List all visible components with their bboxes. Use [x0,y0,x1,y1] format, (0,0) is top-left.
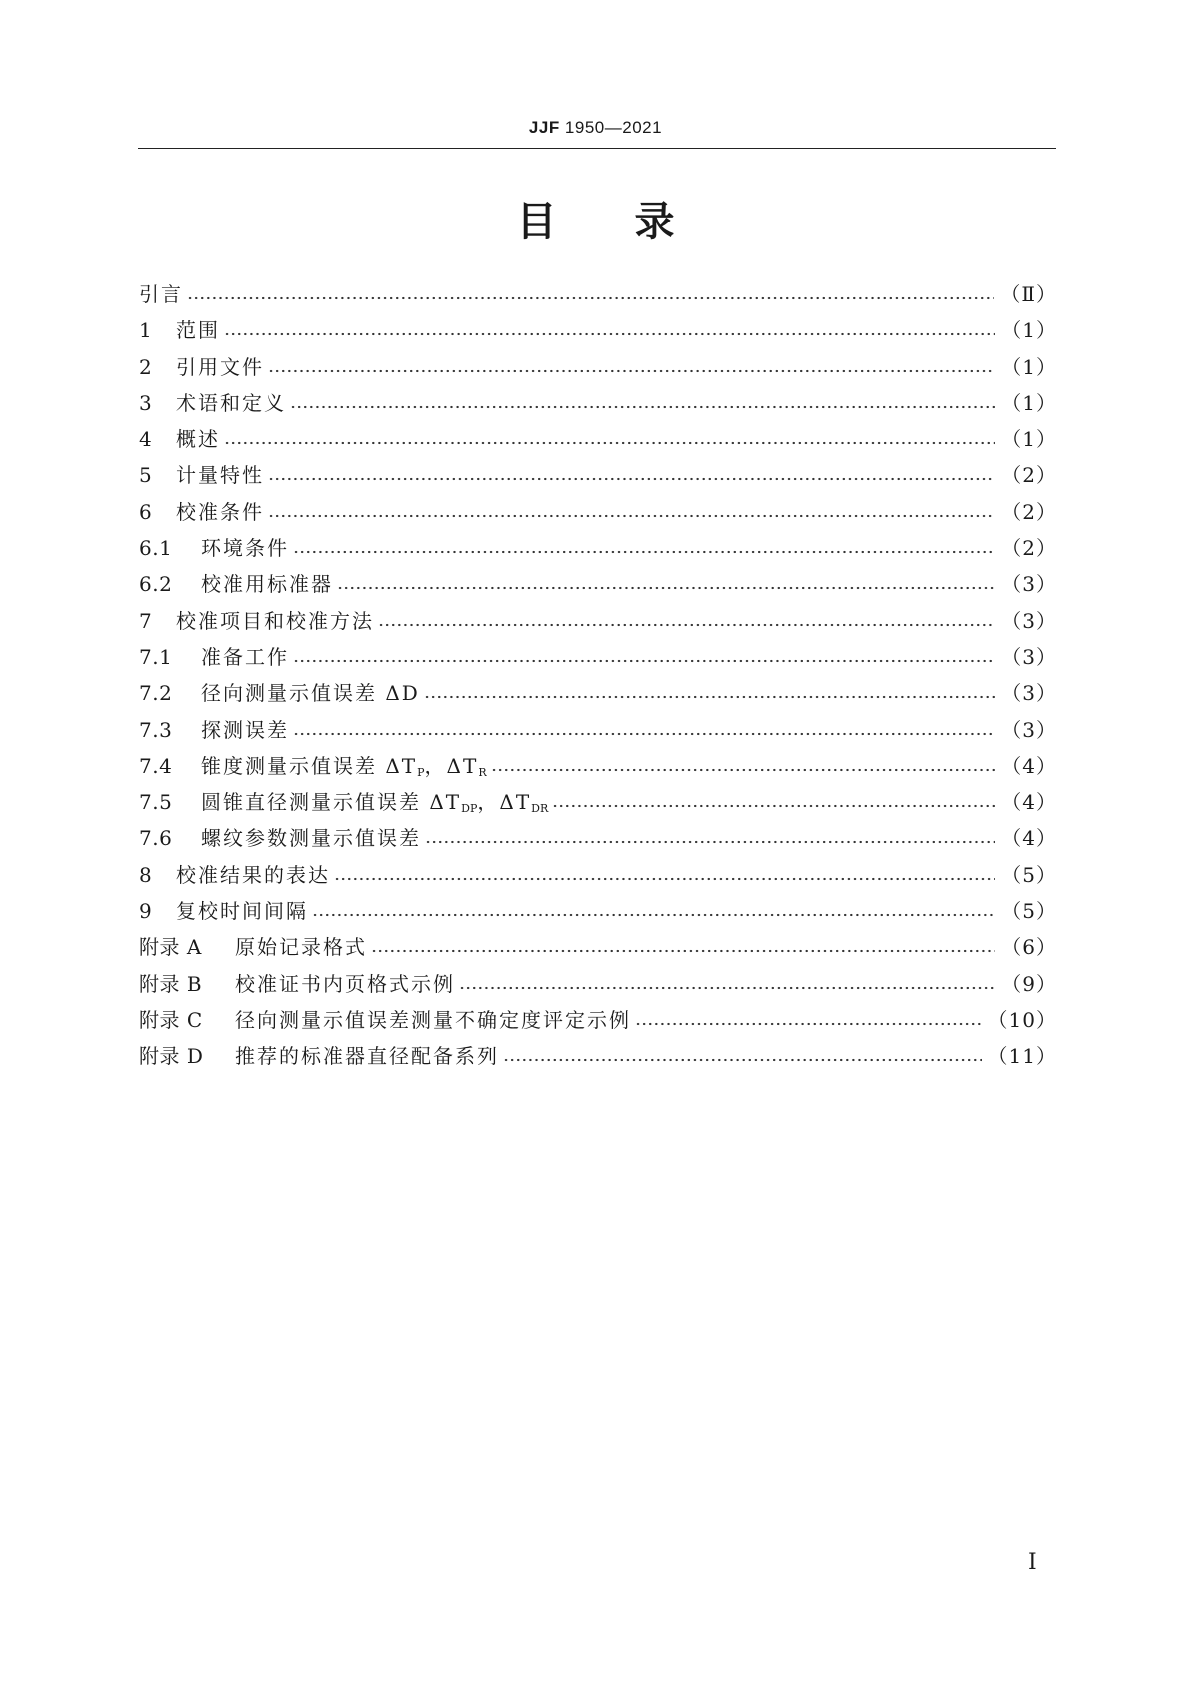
toc-leader-dots [293,719,995,739]
toc-entry-label: 校准用标准器 [201,572,333,597]
toc-entry-number: 7.2 [139,681,173,706]
toc-leader-dots [290,392,995,412]
toc-leader-dots [293,537,995,557]
toc-entry-page: （4） [1001,826,1057,851]
toc-entry[interactable] [139,276,1057,312]
toc-leader-dots [268,356,995,376]
toc-entry-label-text: ，ΔT [477,790,532,815]
toc-entry[interactable] [139,566,1057,602]
toc-leader-dots [503,1045,982,1065]
toc-entry-number: 2 [139,354,153,379]
toc-leader-dots [425,827,995,847]
toc-entry-number: 8 [139,862,153,887]
page-title [0,190,1191,247]
toc-leader-dots [459,973,995,993]
table-of-contents [139,276,1057,1075]
toc-leader-dots [378,610,995,630]
toc-entry-page: （5） [1001,862,1057,887]
toc-entry-page: （9） [1001,971,1057,996]
toc-entry-label: 推荐的标准器直径配备系列 [235,1044,499,1069]
document-code-number: 1950—2021 [559,118,663,137]
toc-entry[interactable] [139,312,1057,348]
toc-leader-dots [635,1009,982,1029]
toc-leader-dots [268,501,995,521]
toc-entry[interactable] [139,1002,1057,1038]
toc-entry-page: （2） [1001,499,1057,524]
toc-leader-dots [337,573,995,593]
toc-entry[interactable] [139,530,1057,566]
toc-entry[interactable] [139,893,1057,929]
toc-entry-label: 引言 [139,282,183,306]
toc-entry[interactable] [139,349,1057,385]
toc-entry-number: 7 [139,608,153,633]
toc-entry[interactable] [139,929,1057,965]
toc-entry-label: 准备工作 [201,644,289,669]
toc-entry-label: 径向测量示值误差测量不确定度评定示例 [235,1007,631,1032]
toc-entry-page: （11） [987,1044,1057,1069]
toc-entry[interactable] [139,1038,1057,1074]
toc-entry-page: （3） [1001,644,1057,669]
toc-entry-page: （5） [1001,899,1057,924]
toc-entry-label: 范围 [176,318,220,343]
toc-entry[interactable] [139,857,1057,893]
toc-leader-dots [312,900,995,920]
toc-entry-number: 1 [139,318,153,343]
toc-entry[interactable] [139,712,1057,748]
toc-entry-label: 探测误差 [201,717,289,742]
toc-entry[interactable] [139,675,1057,711]
toc-entry-page: （10） [987,1007,1057,1032]
toc-entry-number: 7.3 [139,717,173,742]
toc-entry-label-subscript: R [478,765,487,779]
page-number: Ⅰ [1028,1550,1037,1575]
toc-entry-label: 校准条件 [176,499,264,524]
toc-entry-number: 附录 C [139,1007,203,1032]
toc-entry-page: （3） [1001,717,1057,742]
toc-entry[interactable] [139,421,1057,457]
toc-entry-label-subscript: DP [461,802,478,816]
toc-entry-number: 7.4 [139,753,173,778]
toc-entry-number: 4 [139,427,153,452]
toc-entry[interactable] [139,820,1057,856]
toc-entry-label-text: 锥度测量示值误差 ΔT [201,753,418,778]
toc-entry-number: 3 [139,390,153,415]
toc-entry-page: （3） [1001,608,1057,633]
toc-entry-label: 环境条件 [201,536,289,561]
toc-leader-dots [224,319,995,339]
toc-entry-label: 螺纹参数测量示值误差 [201,826,421,851]
toc-entry[interactable] [139,603,1057,639]
toc-entry-label: 术语和定义 [176,390,286,415]
toc-entry[interactable] [139,639,1057,675]
toc-entry-number: 附录 D [139,1044,204,1069]
toc-entry[interactable] [139,457,1057,493]
toc-entry-page: （3） [1001,572,1057,597]
toc-entry-page: （4） [1001,753,1057,778]
toc-entry-number: 6.1 [139,536,173,561]
toc-entry-number: 7.5 [139,790,173,815]
toc-leader-dots [187,283,994,303]
toc-entry-label: 径向测量示值误差 ΔD [201,681,420,706]
toc-entry-number: 附录 B [139,971,203,996]
page-title-char-2: 录 [634,199,675,245]
toc-entry-label-subscript: DR [531,802,549,816]
toc-entry-number: 7.6 [139,826,173,851]
toc-entry-label-text: 圆锥直径测量示值误差 ΔT [201,790,462,815]
toc-entry-label: 原始记录格式 [235,935,367,960]
header-rule [138,148,1056,149]
toc-entry-page: （Ⅱ） [1000,282,1057,306]
toc-entry[interactable] [139,748,1057,784]
toc-entry-label: 引用文件 [176,354,264,379]
toc-entry[interactable] [139,494,1057,530]
toc-entry[interactable] [139,385,1057,421]
toc-entry-label: 校准结果的表达 [176,862,330,887]
toc-entry-label: 校准项目和校准方法 [176,608,374,633]
toc-leader-dots [552,791,995,811]
document-code [0,118,1191,138]
toc-leader-dots [334,864,995,884]
toc-entry-page: （1） [1001,318,1057,343]
toc-entry-page: （6） [1001,935,1057,960]
toc-entry-label: 复校时间间隔 [176,899,308,924]
toc-leader-dots [293,646,995,666]
toc-entry-page: （2） [1001,536,1057,561]
toc-entry-label: 校准证书内页格式示例 [235,971,455,996]
toc-entry-page: （3） [1001,681,1057,706]
toc-entry-number: 附录 A [139,935,202,960]
toc-entry[interactable] [139,784,1057,820]
toc-entry-label: 计量特性 [176,463,264,488]
toc-entry-label: 概述 [176,427,220,452]
page-title-char-1: 目 [516,199,557,245]
toc-leader-dots [491,755,996,775]
toc-entry-number: 6 [139,499,153,524]
toc-entry-number: 9 [139,899,153,924]
toc-entry[interactable] [139,966,1057,1002]
toc-leader-dots [424,682,995,702]
toc-leader-dots [371,936,995,956]
toc-leader-dots [224,428,995,448]
toc-entry-page: （4） [1001,790,1057,815]
toc-entry-number: 6.2 [139,572,173,597]
toc-leader-dots [268,464,995,484]
toc-entry-page: （1） [1001,390,1057,415]
document-code-prefix: JJF [528,118,560,137]
toc-entry-number: 5 [139,463,153,488]
toc-entry-page: （1） [1001,427,1057,452]
toc-entry-number: 7.1 [139,644,173,669]
toc-entry-page: （1） [1001,354,1057,379]
toc-entry-page: （2） [1001,463,1057,488]
toc-entry-label-text: ，ΔT [424,753,479,778]
toc-entry-label-subscript: P [417,765,425,779]
